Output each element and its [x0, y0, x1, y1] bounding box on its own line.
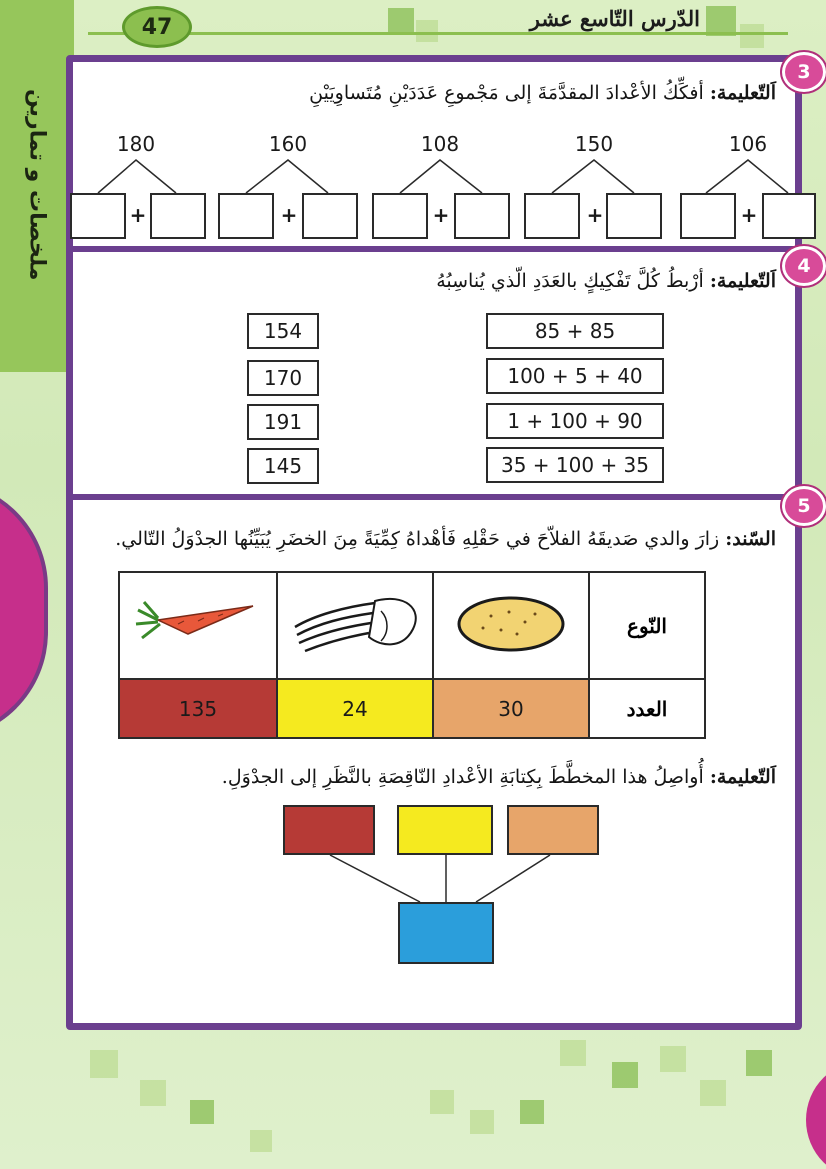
page-number: 47 [122, 6, 192, 48]
plus-sign: + [129, 203, 147, 227]
decor-square [520, 1100, 544, 1124]
decor-square [140, 1080, 166, 1106]
count-cell: 24 [277, 679, 433, 738]
decor-square [700, 1080, 726, 1106]
match-decomposition[interactable]: 100 + 5 + 40 [486, 358, 664, 394]
support-label: السّند: [725, 528, 776, 550]
instruction-label: اَلتّعليمة: [709, 766, 776, 788]
match-decomposition[interactable]: 1 + 100 + 90 [486, 403, 664, 439]
decor-square [560, 1040, 586, 1066]
instruction-label: اَلتّعليمة: [709, 82, 776, 104]
number-to-decompose: 150 [574, 132, 614, 156]
instruction-text: أفكِّكُ الأعْدادَ المقدَّمَةَ إلى مَجْموعِ عَدَدَيْنِ مُتَساوِيَيْنِ [309, 82, 704, 104]
side-title: ملخصات و تمارين [24, 89, 50, 281]
number-to-decompose: 180 [116, 132, 156, 156]
decor-square [470, 1110, 494, 1134]
match-number[interactable]: 170 [247, 360, 319, 396]
diagram-line [330, 855, 420, 902]
number-to-decompose: 108 [420, 132, 460, 156]
instruction-text: أُواصِلُ هذا المخطَّطَ بِكِتابَةِ الأعْدادِ النّاقِصَةِ بالنَّظَرِ إلى الجدْوَلِ. [221, 766, 704, 788]
diagram-yellow-box[interactable] [397, 805, 493, 855]
diagram-line [476, 855, 550, 902]
exercise-3-badge: 3 [782, 52, 826, 92]
lesson-title: الدّرس التّاسع عشر [529, 6, 700, 31]
support-text: زارَ والدي صَديقَهُ الفلاّحَ في حَقْلِهِ فَأهْداهُ كِمِّيَةً مِنَ الخضَرِ يُبَيِّنُها الجدْوَلُ التّالي. [115, 528, 720, 550]
diagram-red-box[interactable] [283, 805, 375, 855]
decor-square [660, 1046, 686, 1072]
diagram-total-box[interactable] [398, 902, 494, 964]
count-cell: 30 [433, 679, 589, 738]
plus-sign: + [586, 203, 604, 227]
type-header: النّوع [589, 572, 705, 679]
exercise-5-badge: 5 [782, 486, 826, 526]
plus-sign: + [280, 203, 298, 227]
plus-sign: + [740, 203, 758, 227]
decor-square [190, 1100, 214, 1124]
number-to-decompose: 106 [728, 132, 768, 156]
match-decomposition[interactable]: 85 + 85 [486, 313, 664, 349]
decor-square [430, 1090, 454, 1114]
match-number[interactable]: 191 [247, 404, 319, 440]
instruction-text: أرْبطُ كُلَّ تَفْكِيكٍ بالعَدَدِ الّذي يُناسِبُهُ [436, 270, 704, 292]
count-header: العدد [589, 679, 705, 738]
match-decomposition[interactable]: 35 + 100 + 35 [486, 447, 664, 483]
plus-sign: + [432, 203, 450, 227]
decor-square [250, 1130, 272, 1152]
exercise-4-badge: 4 [782, 246, 826, 286]
decor-square [612, 1062, 638, 1088]
count-cell: 135 [119, 679, 277, 738]
instruction-label: اَلتّعليمة: [709, 270, 776, 292]
decor-square [746, 1050, 772, 1076]
diagram-orange-box[interactable] [507, 805, 599, 855]
decor-square [90, 1050, 118, 1078]
match-number[interactable]: 154 [247, 313, 319, 349]
match-number[interactable]: 145 [247, 448, 319, 484]
number-to-decompose: 160 [268, 132, 308, 156]
